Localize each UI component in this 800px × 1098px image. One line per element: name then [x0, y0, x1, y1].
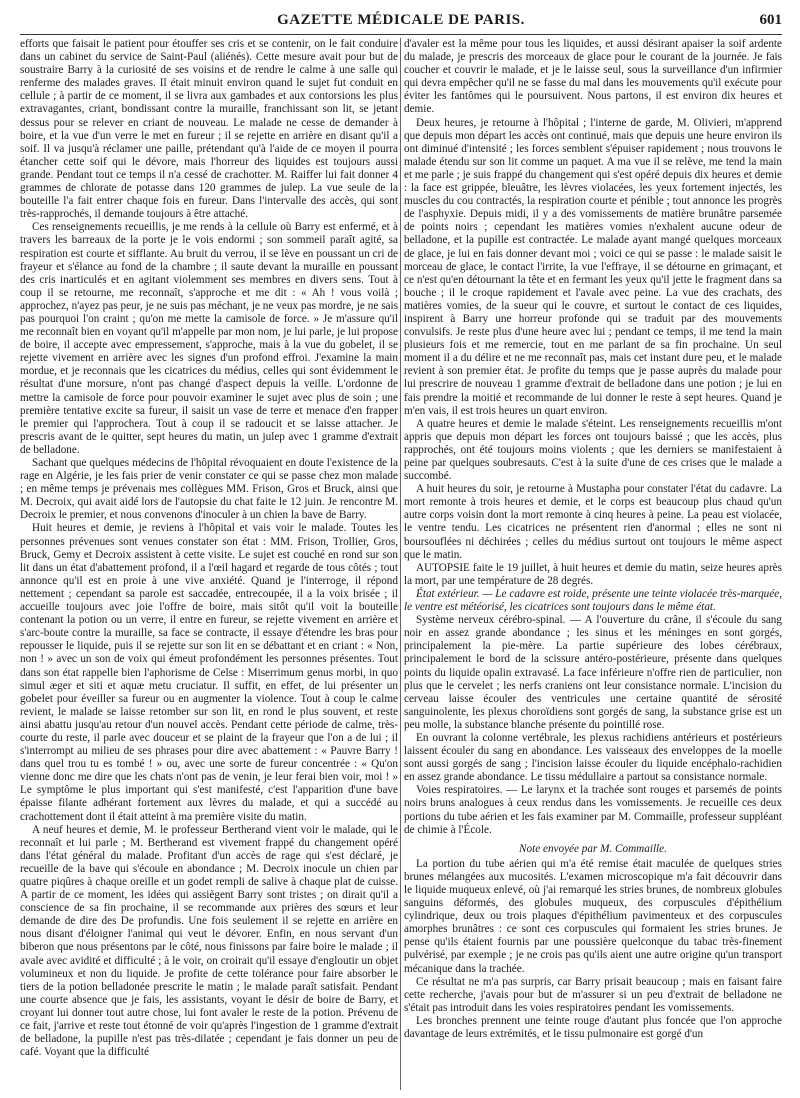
- text-columns: [20, 38, 782, 1090]
- note-title: Note envoyée par M. Commaille.: [519, 842, 667, 855]
- paragraph: Ces renseignements recueillis, je me rends à la cellule où Barry est enfermé, et à travers les barreaux de la porte je le vois endormi ; son sommeil paraît agité, sa respiration est courte et sifflante. Au bruit du verrou, il se lève en poussant un cri de frayeur et s'élance au fond de la chambre ; il saute devant la muraille en poussant des cris inarticulés et en agitant violemment ses membres en divers sens. Tout à coup il se retourne, me reconnaît, s'approche et me dit : « Ah ! vous voilà ; approchez, n'ayez pas peur, je ne suis pas méchant, je ne veux pas mordre, je ne sais pas pourquoi l'on craint ; qu'on me mette la camisole de force. » Je m'assure qu'il me reconnaît bien en voyant qu'il m'appelle par mon nom, je lui parle, je lui propose de boire, il accepte avec empressement, s'approche, mais à la vue du gobelet, il se rejette vivement en arrière avec les signes d'un profond effroi. J'examine la main mordue, et je reconnais que les cicatrices du médius, celles qui sont évidemment le résultat d'une morsure, n'ont pas changé d'aspect depuis la veille. L'ordonne de mettre la camisole de force pour pouvoir examiner le sujet avec plus de soin ; une première tentative excite sa fureur, il saisit un vase de terre et menace d'en frapper le premier qui l'approchera. Tout à coup il se radoucit et se laisse attacher. Je prescris avant de le quitter, sept heures du matin, un julep avec 1 gramme d'extrait de belladone.: [20, 221, 398, 456]
- page-header: [20, 8, 782, 35]
- paragraph: La portion du tube aérien qui m'a été remise était maculée de quelques stries brunes mélangées aux mucosités. L'examen microscopique m'a fait découvrir dans le liquide muqueux enlevé, où j'ai remarqué les stries brunes, de nombreux globules sanguins déformés, des globules muqueux, des corpuscules d'épithélium cylindrique, deux ou trois plaques d'épithélium pavimenteux et des corpuscules amorphes brunâtres : ce sont ces corpuscules qui formaient les stries brunes. Je pense qu'ils étaient fournis par une poussière quelconque du tabac très-finement pulvérisé, par exemple ; je ne crois pas qu'ils aient une autre origine qu'un transport mécanique dans la trachée.: [404, 857, 782, 975]
- paragraph: En ouvrant la colonne vertébrale, les plexus rachidiens antérieurs et postérieurs laissent écouler du sang en abondance. Les vaisseaux des enveloppes de la moelle sont aussi gorgés de sang ; l'incision laisse écouler du liquide encéphalo-rachidien en assez grande abondance. Le tissu médullaire a partout sa consistance normale.: [404, 731, 782, 784]
- paragraph: Les bronches prennent une teinte rouge d'autant plus foncée que l'on approche davantage de leurs extrémités, et le tissu pulmonaire est gorgé d'un: [404, 1014, 782, 1041]
- paragraph: d'avaler est la même pour tous les liquides, et aussi désirant apaiser la soif ardente du malade, je prescris des morceaux de glace pour le courant de la journée. Je fais coucher et couvrir le malade, et je le laisse seul, sous la surveillance d'un infirmier qui devra empêcher qu'il ne se fasse du mal dans les mouvements qu'il exécute pour éviter les fantômes qui le poursuivent. Nous partons, il est environ dix heures et demie.: [404, 38, 782, 116]
- page-number: 601: [759, 12, 782, 28]
- section-exterior: État extérieur. — Le cadavre est roide, présente une teinte violacée très-marquée, le ventre est météorisé, les cicatrices sont toujours dans le même état.: [404, 587, 782, 614]
- section-nervous-system: Système nerveux cérébro-spinal. — A l'ouverture du crâne, il s'écoule du sang noir en assez grande abondance ; les sinus et les méninges en sont gorgés, principalement la pie-mère. La partie supérieure des lobes cérébraux, principalement le bord de la scissure antéro-postérieure, présente dans quelques points du liquide opalin extravasé. La face inférieure n'offre rien de particulier, non plus que le cervelet ; les nerfs craniens ont leur consistance normale. L'incision du cerveau laisse écouler des ventricules une certaine quantité de sérosité sanguinolente, les plexus choroïdiens sont gorgés de sang, la substance grise est un peu molle, la substance blanche présente du pointillé rose.: [404, 614, 782, 731]
- paragraph: A huit heures du soir, je retourne à Mustapha pour constater l'état du cadavre. La mort remonte à trois heures et demie, et le corps est beaucoup plus chaud qu'un autre corps voisin dont la mort remonte à cinq heures à peine. La peau est violacée, le ventre tendu. Les cicatrices ne présentent rien d'anormal ; elles ne sont ni boursouflées ni déchirées ; celles du médius surtout ont toujours le même aspect que le matin.: [404, 483, 782, 561]
- paragraph: Huit heures et demie, je reviens à l'hôpital et vais voir le malade. Toutes les personnes prévenues sont venues constater son état : MM. Frison, Trollier, Gros, Bruck, Gemy et Decroix assistent à cette visite. Le sujet est couché en rond sur son lit dans un état d'abattement profond, il a l'œil hagard et regarde de tous côtés ; tout annonce qu'il est en proie à une vive anxiété. Quand je l'interroge, il répond nettement ; cependant sa parole est saccadée, entrecoupée, il a la voix brisée ; il accueille toujours avec joie l'offre de boire, mais sitôt qu'il voit la bouteille contenant la potion ou un verre, il entre en fureur, se rejette vivement en arrière et s'arc-boute contre la muraille, sa face se contracte, il essaye d'étendre les bras pour repousser le liquide, puis il se rejette sur son lit en se débattant et en criant : « Non, non ! » avec un son de voix qui émeut profondément les personnes présentes. Tout dans son état rappelle bien l'aphorisme de Celse : Miserrimum genus morbi, in quo simul æger et siti et aquæ metu cruciatur. Il suffit, en effet, de lui présenter un gobelet pour éveiller sa fureur ou en augmenter la violence. Tout à coup le calme revient, le malade se laisse retomber sur son lit, en rond le plus souvent, et reste ainsi abattu jusqu'au retour d'un nouvel accès. Pendant cette période de calme, très-courte du reste, il parle avec douceur et se plaint de la frayeur que l'on a de lui ; il s'interrompt au milieu de ses phrases pour dire avec abattement : « Pauvre Barry ! dans quel trou tu es tombé ! » ou, avec une sorte de fureur concentrée : « Qu'on vienne donc me dire que les chats n'ont pas de venin, je leur ferai bien voir, moi ! » Le symptôme le plus important qui s'est manifesté, c'est l'apparition d'une bave épaisse filante adhérant fortement aux lèvres du malade, et qui a succédé au crachottement dont il était atteint à ma première visite du matin.: [20, 522, 398, 823]
- section-respiratory: Voies respiratoires. — Le larynx et la trachée sont rouges et parsemés de points noirs bruns analogues à ceux rendus dans les vomissements. Je recueille ces deux portions du tube aérien et les fais examiner par M. Commaille, professeur suppléant de chimie à l'École.: [404, 784, 782, 836]
- paragraph: A quatre heures et demie le malade s'éteint. Les renseignements recueillis m'ont appris que depuis mon départ les forces ont toujours baissé ; que les accès, plus rapprochés, ont été toujours moins violents ; que les derniers se manifestaient à peine par quelques soubresauts. C'est à la suite d'une de ces crises que le malade a succombé.: [404, 417, 782, 483]
- paragraph: Ce résultat ne m'a pas surpris, car Barry prisait beaucoup ; mais en faisant faire cette recherche, j'avais pour but de m'assurer si un peu d'extrait de belladone ne s'était pas introduit dans les voies respiratoires pendant les vomissements.: [404, 975, 782, 1014]
- right-column: [404, 38, 782, 1090]
- paragraph: Deux heures, je retourne à l'hôpital ; l'interne de garde, M. Olivieri, m'apprend que depuis mon départ les accès ont continué, mais que depuis une heure environ ils ont diminué d'intensité ; les forces semblent s'épuiser rapidement ; nous trouvons le malade étendu sur son lit comme un paquet. A ma vue il se relève, me tend la main et me parle ; je suis frappé du changement qui s'est opéré depuis dix heures et demie : la face est grippée, bleuâtre, les lèvres violacées, les yeux fortement injectés, les muscles du cou contractés, la respiration courte et pénible ; tout annonce les progrès de l'asphyxie. Depuis midi, il y a des vomissements de matière brunâtre parsemée de points noirs ; cependant les matières vomies n'exhalent aucune odeur de belladone, et la pupille est contractée. Le malade ayant mangé quelques morceaux de glace, je lui en fais donner devant moi ; voici ce qui se passe : le malade saisit le morceau de glace, le contact l'irrite, la vue l'effraye, il se détourne en grimaçant, et ce n'est qu'en détournant la tête et en fermant les yeux qu'il jette le fragment dans sa bouche ; il le croque rapidement et l'avale avec peine. La vue des crachats, des matières vomies, de la sueur qui le couvre, et surtout le contact de ces liquides, inspirent à Barry une horreur profonde qui se traduit par des mouvements convulsifs. Je reste plus d'une heure avec lui ; pendant ce temps, il me tend la main plusieurs fois et me remercie, tout en me parlant de sa fin prochaine. Un seul moment il a du délire et ne me reconnaît pas, mais cet instant dure peu, et le malade revient à son premier état. Je profite du temps que je passe auprès du malade pour lui prescrire de nouveau 1 gramme d'extrait de belladone dans une potion ; je lui en fais prendre la moitié et recommande de lui donner le reste à sept heures. Quand je m'en vais, il est trois heures un quart environ.: [404, 116, 782, 417]
- column-divider: [400, 38, 401, 1090]
- paragraph: A neuf heures et demie, M. le professeur Bertherand vient voir le malade, qui le reconnaît et lui parle ; M. Bertherand est vivement frappé du changement opéré dans l'état général du malade. Profitant d'un accès de rage qui s'est déclaré, je recueille de la bave qui s'écoule en abondance ; M. Decroix inocule un chien par quatre piqûres à chaque oreille et un godet rempli de salive à chaque plat de cuisse. A partir de ce moment, les idées qui assiègent Barry sont tristes ; on dirait qu'il a conscience de sa fin prochaine, il se recommande aux prières des sœurs et leur demande de dire des De profundis. Une fois seulement il se rejette en arrière en nous disant d'éloigner l'animal qui veut le dévorer. Enfin, en nous servant d'un biberon que nous présentons par le côté, nous finissons par faire boire le malade ; il avale avec avidité et difficulté ; à le voir, on croirait qu'il essaye d'engloutir un objet volumineux et non du liquide. Je profite de cette tolérance pour faire absorber le tiers de la potion belladonée prescrite le matin ; le malade paraît satisfait. Pendant une courte absence que je fais, les assistants, voyant le désir de boire de Barry, et croyant lui donner tout autre chose, lui font avaler le reste de la potion. Prévenu de ce fait, j'arrive et reste tout étonné de voir qu'après l'ingestion de 1 gramme d'extrait de belladone, la pupille n'est pas très-dilatée ; cependant je fais donner un peu de café. Voyant que la difficulté: [20, 823, 398, 1059]
- paragraph: efforts que faisait le patient pour étouffer ses cris et se contenir, on le fait conduire dans un cabinet du service de Saint-Paul (aliénés). Cette mesure avait pour but de soustraire Barry à la curiosité de ses voisins et de rendre le calme à une salle qui renferme des malades graves. Il était minuit environ quand le sujet fut conduit en cellule ; à partir de ce moment, il se livra aux gambades et aux contorsions les plus extravagantes, criant, bondissant contre la muraille, franchissant son lit, se jetant dessus pour se relever en criant de nouveau. Le malade ne cesse de demander à boire, et la vue d'un verre le met en fureur ; il se rejette en arrière en disant qu'il a soif. Il va jusqu'à réclamer une paille, prétendant qu'à l'aide de ce moyen il pourra étancher cette soif qui le dévore, mais l'horreur des liquides est toujours aussi grande. Pendant tout ce temps il n'a cessé de crachotter. M. Raiffer lui fait donner 4 grammes de chlorate de potasse dans 120 grammes de julep. La vue seule de la bouteille l'a fait entrer chaque fois en fureur. Dans l'intervalle des accès, qui sont très-rapprochés, il demande toujours à être attaché.: [20, 38, 398, 221]
- paragraph: Sachant que quelques médecins de l'hôpital révoquaient en doute l'existence de la rage en Algérie, je les fais prier de venir constater ce qui se passe chez mon malade ; en même temps je prévenais mes collègues MM. Frison, Gros et Bruck, ainsi que M. Decroix, qui avait aidé lors de l'autopsie du chat faite le 12 juin. Je rencontre M. Decroix le premier, et nous convenons d'inoculer à un chien la bave de Barry.: [20, 457, 398, 522]
- left-column: [20, 38, 398, 1090]
- autopsy-heading: AUTOPSIE faite le 19 juillet, à huit heures et demie du matin, seize heures après la mort, par une température de 28 degrés.: [404, 561, 782, 587]
- journal-title: GAZETTE MÉDICALE DE PARIS.: [277, 12, 525, 28]
